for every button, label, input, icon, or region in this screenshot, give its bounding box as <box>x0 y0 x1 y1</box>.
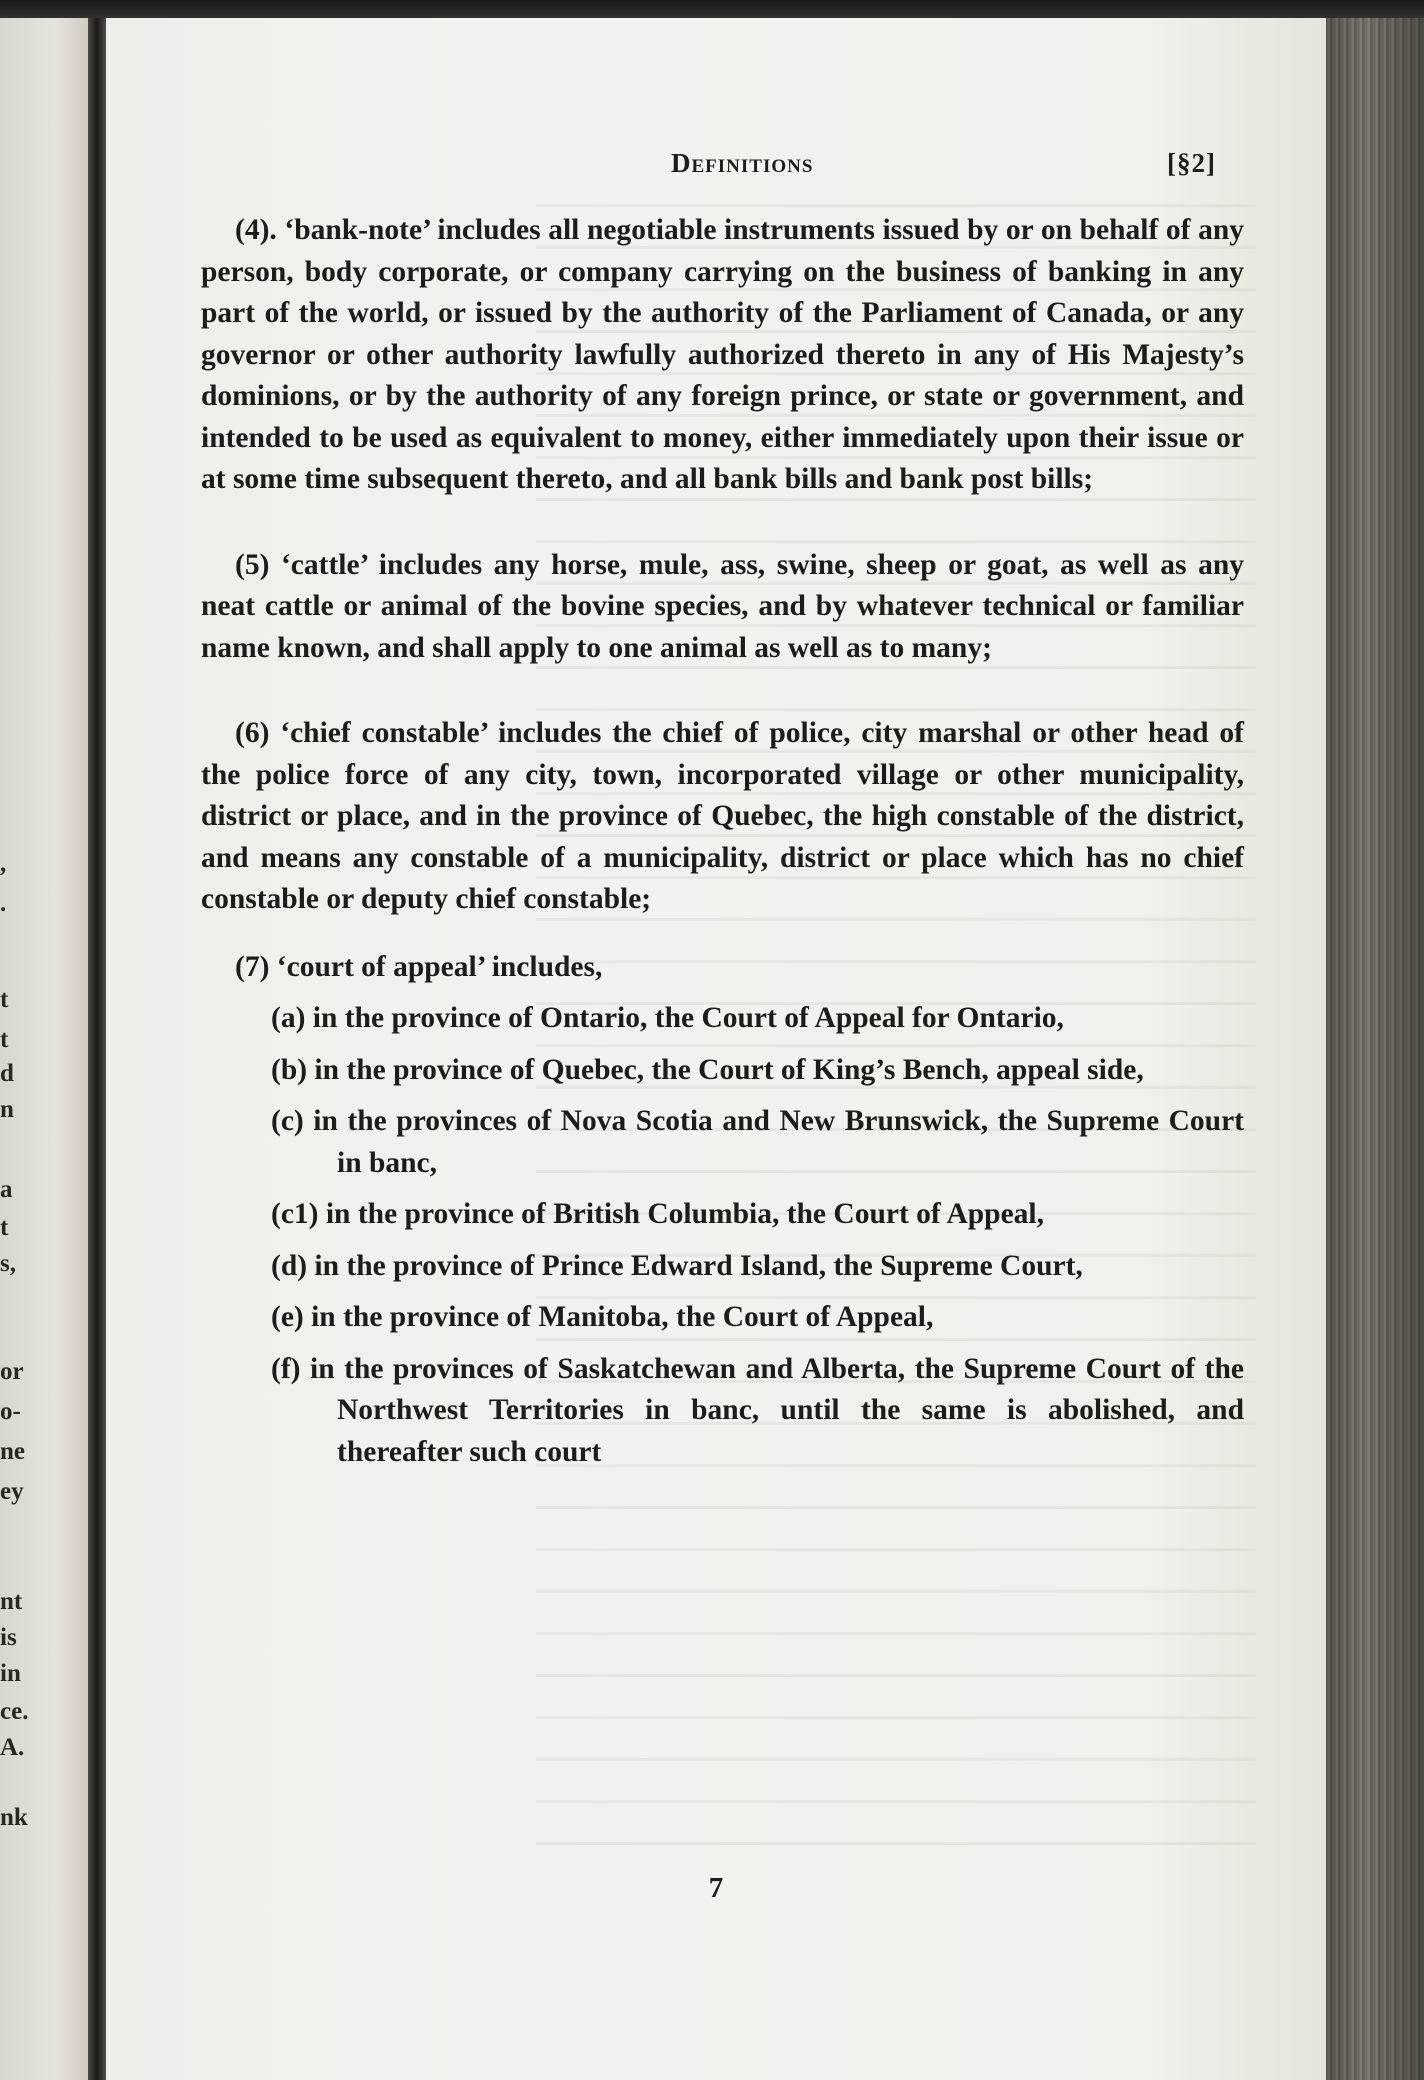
paragraph-bank-note: (4). ‘bank-note’ includes all negotiable instruments issued by or on behalf of any person, body corporate, or company carrying on the business of banking in any part of the world, or issued by the authority of the Parliament of Canada, or any governor or other authority lawfully authorized thereto in any of His Majesty’s dominions, or by the authority of any foreign prince, or state or government, and intended to be used as equivalent to money, either immediately upon their issue or at some time subsequent thereto, and all bank bills and bank post bills; <box>201 214 1244 495</box>
left-page-fragment: ey <box>0 1478 24 1505</box>
paragraph-chief-constable: (6) ‘chief constable’ includes the chief of police, city marshal or other head of the police force of any city, town, incorporated village or other municipality, district or place, and in the province of Quebec, the high constable of the district, and means any constable of a municipality, district or place which has no chief constable or deputy chief constable; <box>201 717 1244 915</box>
left-page-fragment: in <box>0 1660 21 1687</box>
subclause-c1: (c1) in the province of British Columbia, the Court of Appeal, <box>271 1198 1045 1230</box>
left-page-fragment: ne <box>0 1438 25 1465</box>
page-number: 7 <box>708 1872 724 1904</box>
book-gutter <box>88 18 108 2080</box>
subclause-f: (f) in the provinces of Saskatchewan and Alberta, the Supreme Court of the Northwest Territories in banc, until the same is abolished, and thereafter such court <box>271 1352 1244 1468</box>
left-page-fragment: . <box>0 890 7 917</box>
left-page-fragment: t <box>0 986 9 1013</box>
left-page-fragment: or <box>0 1358 24 1385</box>
left-page-fragment: t <box>0 1026 9 1053</box>
paragraph-cattle: (5) ‘cattle’ includes any horse, mule, ass, swine, sheep or goat, as well as any neat cattle or animal of the bovine species, and by whatever technical or familiar name known, and shall apply to one animal as well as to many; <box>201 548 1244 664</box>
subclause-c: (c) in the provinces of Nova Scotia and New Brunswick, the Supreme Court in banc, <box>271 1105 1244 1179</box>
subclause-d: (d) in the province of Prince Edward Island, the Supreme Court, <box>271 1249 1083 1282</box>
page-block-edges <box>1326 18 1424 2080</box>
running-head-section: [§2] <box>1167 148 1216 178</box>
left-page-fragment: nk <box>0 1804 28 1831</box>
left-page-fragment: s, <box>0 1250 16 1277</box>
left-page-fragment: n <box>0 1096 14 1123</box>
paragraph-court-of-appeal: (7) ‘court of appeal’ includes, <box>235 950 603 983</box>
left-page-fragment: d <box>0 1060 14 1087</box>
left-page-fragment: o- <box>0 1398 21 1425</box>
body-text <box>201 210 1244 1473</box>
subclause-b: (b) in the province of Quebec, the Court of King’s Bench, appeal side, <box>271 1053 1144 1086</box>
left-page-fragment: nt <box>0 1588 23 1615</box>
subclause-a: (a) in the province of Ontario, the Court of Appeal for Ontario, <box>271 1002 1064 1034</box>
left-page-strip <box>0 18 90 2080</box>
left-page-fragment: A. <box>0 1734 25 1761</box>
left-page-fragment: ce. <box>0 1698 29 1725</box>
left-page-fragment: is <box>0 1624 17 1651</box>
subclause-e: (e) in the province of Manitoba, the Court of Appeal, <box>271 1301 934 1333</box>
left-page-fragment: t <box>0 1214 9 1241</box>
left-page-fragment: a <box>0 1176 13 1203</box>
running-head-title: Definitions <box>671 148 814 178</box>
left-page-fragment: , <box>0 850 7 877</box>
book-page <box>106 18 1326 2080</box>
